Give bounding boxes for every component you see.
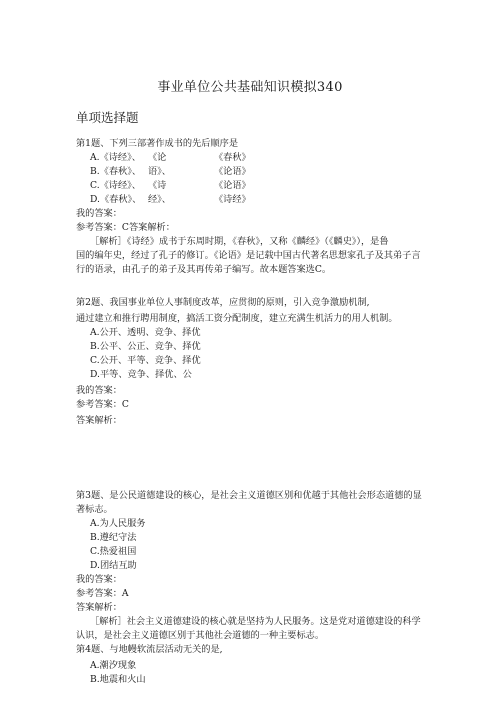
- q1-option-b-part3: 《论语》: [214, 166, 251, 177]
- q3-option-b: B.遵纪守法: [90, 532, 137, 543]
- q1-option-d-part3: 《诗经》: [214, 194, 251, 205]
- q3-reference-answer: 参考答案：A: [76, 588, 129, 599]
- q1-reference-answer: 参考答案：C答案解析：: [76, 222, 175, 233]
- q4-stem: 第4题、与地幔软流层活动无关的是,: [76, 644, 223, 655]
- q1-option-b-part2: 语》、: [148, 166, 171, 177]
- q3-analysis-label: 答案解析：: [76, 602, 122, 613]
- q2-my-answer: 我的答案：: [76, 385, 122, 396]
- q3-option-d: D.团结互助: [90, 560, 137, 571]
- q1-option-d-part2: 经》、: [148, 194, 171, 205]
- q1-option-b-part1: B.《春秋》、: [90, 166, 142, 177]
- q2-option-d: D.平等、竞争、择优、公: [90, 369, 192, 380]
- q2-analysis-label: 答案解析：: [76, 415, 122, 426]
- q1-analysis-line-1: ［解析］《诗经》成书于东周时期，《春秋》，又称《麟经》（《麟史》），是鲁: [90, 236, 389, 247]
- q1-analysis-line-3: 行的语录，由孔子的弟子及其再传弟子编写。故本题答案选C。: [76, 264, 332, 275]
- q4-option-a: A.潮汐现象: [90, 660, 137, 671]
- q1-option-c-part2: 《诗: [148, 180, 167, 191]
- q1-option-a-part3: 《春秋》: [214, 152, 251, 163]
- q3-stem-line-1: 第3题、是公民道德建设的核心，是社会主义道德区别和优越于其他社会形态道德的显: [76, 490, 422, 501]
- q1-my-answer: 我的答案：: [76, 208, 122, 219]
- q3-analysis-line-1: ［解析］社会主义道德建设的核心就是坚持为人民服务。这是党对道德建设的科学: [90, 616, 421, 627]
- q1-option-c-part1: C.《诗经》、: [90, 180, 141, 191]
- section-heading: 单项选择题: [76, 110, 139, 125]
- q1-option-a-part1: A.《诗经》、: [90, 152, 141, 163]
- q4-option-b: B.地震和火山: [90, 674, 146, 685]
- q2-stem-line-1: 第2题、我国事业单位人事制度改革，应贯彻的原则，引入竞争激励机制,: [76, 297, 370, 308]
- q2-reference-answer: 参考答案：C: [76, 399, 129, 410]
- q3-option-c: C.热爱祖国: [90, 546, 137, 557]
- q3-analysis-line-2: 认识，是社会主义道德区别于其他社会道德的一种主要标志。: [76, 630, 325, 641]
- q2-option-b: B.公平、公正、竞争、择优: [90, 341, 201, 352]
- q1-stem: 第1题、下列三部著作成书的先后顺序是: [76, 138, 239, 149]
- q2-option-a: A.公开、透明、竞争、择优: [90, 327, 201, 338]
- q2-option-c: C.公开、平等、竞争、择优: [90, 355, 201, 366]
- q3-stem-line-2: 著标志。: [76, 504, 113, 515]
- q1-option-c-part3: 《论语》: [214, 180, 251, 191]
- q2-stem-line-2: 通过建立和推行聘用制度，搞活工资分配制度，建立充满生机活力的用人机制。: [76, 313, 398, 324]
- q1-analysis-line-2: 国的编年史，经过了孔子的修订。《论语》是记载中国古代著名思想家孔子及其弟子言: [76, 250, 421, 261]
- q1-option-d-part1: D.《春秋》、: [90, 194, 142, 205]
- q3-option-a: A.为人民服务: [90, 518, 146, 529]
- q1-option-a-part2: 《论: [148, 152, 167, 163]
- document-title: 事业单位公共基础知识模拟340: [157, 80, 343, 95]
- q3-my-answer: 我的答案：: [76, 574, 122, 585]
